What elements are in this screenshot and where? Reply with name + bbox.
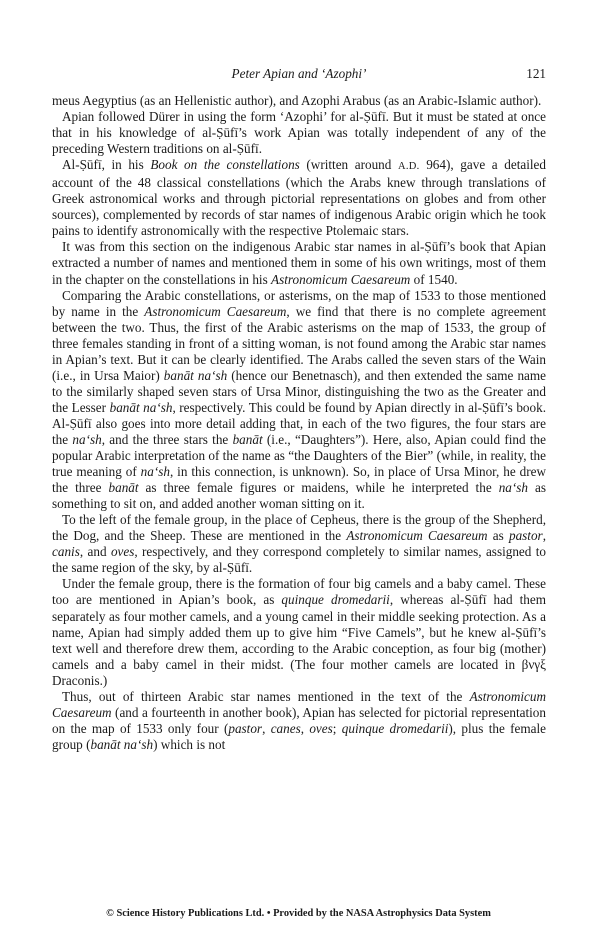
text-run: , in this connection, is unknown). So, in place of Ursa Minor, he drew the three: [52, 464, 546, 496]
text-run: Thus, out of thirteen Arabic star names mentioned in the text of the: [62, 688, 470, 704]
italic-text-run: banāt na‘sh: [90, 736, 154, 752]
body-text: [52, 93, 546, 753]
italic-text-run: Astronomicum Caesareum: [52, 688, 546, 720]
paragraph: [52, 512, 546, 576]
italic-text-run: quinque dromedarii: [341, 720, 449, 736]
italic-text-run: banāt na‘sh: [109, 399, 173, 415]
italic-text-run: banāt: [108, 480, 139, 496]
text-run: , and the three stars the: [101, 431, 233, 447]
italic-text-run: canes: [270, 720, 301, 736]
copyright-footer: © Science History Publications Ltd. • Provided by the NASA Astrophysics Data System: [106, 908, 491, 919]
text-run: (hence our Benetnasch), and then extended the same name to the similarly shaped seven stars of Ursa Minor, distinguishing the two as the Greater and the Lesser: [52, 367, 546, 415]
text-run: ), plus the female group (: [52, 720, 546, 752]
text-run: Under the female group, there is the formation of four big camels and a baby camel. These too are mentioned in Apian’s book, as: [52, 576, 546, 608]
text-run: , respectively, and they correspond completely to similar names, assigned to the same region of the sky, by al-Ṣūfī.: [52, 544, 547, 576]
italic-text-run: banāt: [232, 431, 263, 447]
paragraph: [52, 93, 546, 109]
text-run: as: [487, 528, 509, 544]
italic-text-run: pastor: [228, 720, 263, 736]
text-run: (and a fourteenth in another book), Apian has selected for pictorial representation on the map of 1533 only four (: [52, 704, 546, 736]
text-run: as three female figures or maidens, while he interpreted the: [138, 480, 499, 496]
italic-text-run: Astronomicum Caesareum: [271, 271, 411, 287]
text-run: meus Aegyptius (as an Hellenistic author), and Azophi Arabus (as an Arabic-Islamic author).: [52, 93, 542, 108]
paragraph: [52, 239, 546, 287]
page-number: 121: [526, 66, 546, 81]
text-run: 964), gave a detailed account of the 48 classical constellations (which the Arabs knew through translations of Greek astronomical works and through pictorial representations on globes and from other sources), complemented by records of star names of indigenous Arabic origin which he took pains to identify astronomically with the respective Ptolemaic stars.: [52, 157, 546, 239]
italic-text-run: quinque dromedarii: [281, 592, 390, 608]
text-run: (written around: [299, 157, 398, 173]
text-run: of 1540.: [410, 271, 458, 287]
italic-text-run: oves: [110, 544, 135, 560]
text-run: ) which is not: [153, 736, 226, 752]
text-run: To the left of the female group, in the place of Cepheus, there is the group of the Shepherd, the Dog, and the Sheep. These are mentioned in the: [52, 512, 546, 544]
text-run: ;: [332, 720, 342, 736]
text-run: , whereas al-Ṣūfī had them separately as four mother camels, and a young camel in their middle seeking protection. As a name, Apian had simply added them up to give him “Five Camels”, but he knew al-Ṣūfī’s text well and therefore drew them, according to the Arabic conception, as four big (mother) camels and a baby camel in their midst. (The four mother camels are located in βνγξ Draconis.): [52, 592, 546, 688]
paragraph: [52, 689, 546, 753]
text-run: as something to sit on, and added another woman sitting on it.: [52, 480, 546, 512]
text-run: It was from this section on the indigenous Arabic star names in al-Ṣūfī’s book that Apian extracted a number of names and mentioned them in some of his own writings, most of them in the chapter on the constellations in his: [52, 239, 546, 287]
italic-text-run: na‘sh: [498, 480, 528, 496]
running-head: [52, 66, 546, 84]
text-run: , and: [79, 544, 111, 560]
text-run: ,: [300, 720, 310, 736]
italic-text-run: na‘sh: [72, 431, 102, 447]
paragraph: [52, 288, 546, 513]
text-run: Apian followed Dürer in using the form ‘Azophi’ for al-Ṣūfī. But it must be stated at once that in his knowledge of al-Ṣūfī’s work Apian was totally independent of any of the preceding Western traditions on al-Ṣūfī.: [52, 109, 546, 157]
italic-text-run: banāt na‘sh: [163, 367, 228, 383]
text-run: Comparing the Arabic constellations, or asterisms, on the map of 1533 to those mentioned by name in the: [52, 287, 546, 319]
text-run: ,: [262, 720, 271, 736]
italic-text-run: pastor: [508, 528, 543, 544]
text-run: (i.e., “Daughters”). Here, also, Apian could find the popular Arabic interpretation of the name as “the Daughters of the Bier” (while, in reality, the true meaning of: [52, 431, 546, 480]
italic-text-run: Astronomicum Caesareum: [144, 303, 287, 319]
italic-text-run: oves: [309, 720, 333, 736]
italic-text-run: Book on the constellations: [150, 157, 300, 173]
text-run: ,: [542, 528, 546, 544]
text-run: Al-Ṣūfī, in his: [62, 157, 151, 173]
italic-text-run: canis: [52, 544, 80, 560]
paragraph: [52, 157, 546, 239]
italic-text-run: Astronomicum Caesareum: [346, 528, 488, 544]
text-run: A.D.: [397, 161, 420, 173]
paragraph: [52, 109, 546, 157]
text-run: , we find that there is no complete agreement between the two. Thus, the first of the Arabic asterisms on the map of 1533, the group of three females standing in front of a sitting woman, is not found among the Arabic star names in Apian’s text. But it can be clearly identified. The Arabs called the seven stars of the Wain (i.e., in Ursa Maior): [52, 303, 546, 383]
paragraph: [52, 576, 546, 688]
italic-text-run: na‘sh: [140, 464, 170, 480]
running-title: Peter Apian and ‘Azophi’: [231, 66, 367, 81]
text-run: , respectively. This could be found by Apian directly in al-Ṣūfī’s book. Al-Ṣūfī also goes into more detail adding that, in each of the two figures, the four stars are the: [52, 399, 547, 447]
